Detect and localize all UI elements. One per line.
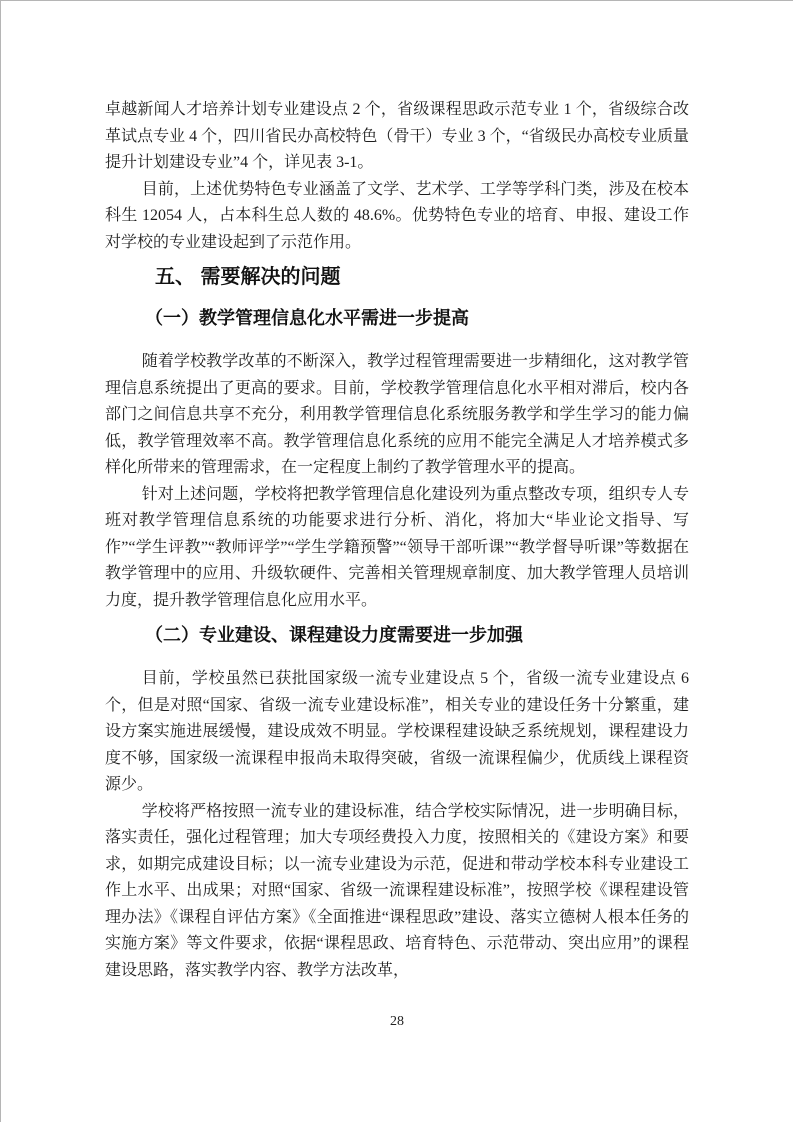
- subsection-heading-informatization: （一）教学管理信息化水平需进一步提高: [145, 308, 469, 328]
- paragraph-curriculum-issues: 目前，学校虽然已获批国家级一流专业建设点 5 个，省级一流专业建设点 6 个，但是对照“国家、省级一流专业建设标准”，相关专业的建设任务十分繁重，建设方案实施进展缓慢，建设成效不明显。学校课程建设缺乏系统规划，课程建设力度不够，国家级一流课程申报尚未取得突破，省级一流课程偏少，优质线上课程资源少。: [105, 670, 689, 793]
- page-content: [1, 1, 793, 984]
- paragraph-informatization-measures: 针对上述问题，学校将把教学管理信息化建设列为重点整改专项，组织专人专班对教学管理信息系统的功能要求进行分析、消化，将加大“毕业论文指导、写作”“学生评教”“教师评学”“学生学籍预警”“领导干部听课”“教学督导听课”等数据在教学管理中的应用、升级软硬件、完善相关管理规章制度、加大教学管理人员培训力度，提升教学管理信息化应用水平。: [105, 485, 689, 609]
- page-number: 28: [390, 1014, 404, 1029]
- paragraph-majors-coverage: 目前，上述优势特色专业涵盖了文学、艺术学、工学等学科门类，涉及在校本科生 12054 人，占本科生总人数的 48.6%。优势特色专业的培育、申报、建设工作对学校的专业建设起到了示范作用。: [105, 180, 689, 251]
- section-heading-problems: 五、 需要解决的问题: [155, 266, 341, 288]
- paragraph-curriculum-measures: 学校将严格按照一流专业的建设标准，结合学校实际情况，进一步明确目标，落实责任，强化过程管理；加大专项经费投入力度，按照相关的《建设方案》和要求，如期完成建设目标；以一流专业建设为示范，促进和带动学校本科专业建设工作上水平、出成果；对照“国家、省级一流课程建设标准”，按照学校《课程建设管理办法》《课程自评估方案》《全面推进“课程思政”建设、落实立德树人根本任务的实施方案》等文件要求，依据“课程思政、培育特色、示范带动、突出应用”的课程建设思路，落实教学内容、教学方法改革，: [105, 802, 689, 979]
- paragraph-featured-majors: 卓越新闻人才培养计划专业建设点 2 个，省级课程思政示范专业 1 个，省级综合改革试点专业 4 个，四川省民办高校特色（骨干）专业 3 个，“省级民办高校专业质量提升计划建设专业”4 个，详见表 3-1。: [105, 101, 689, 171]
- paragraph-informatization-issues: 随着学校教学改革的不断深入，教学过程管理需要进一步精细化，这对教学管理信息系统提出了更高的要求。目前，学校教学管理信息化水平相对滞后，校内各部门之间信息共享不充分，利用教学管理信息化系统服务教学和学生学习的能力偏低，教学管理效率不高。教学管理信息化系统的应用不能完全满足人才培养模式多样化所带来的管理需求，在一定程度上制约了教学管理水平的提高。: [105, 353, 689, 476]
- subsection-heading-curriculum: （二）专业建设、课程建设力度需要进一步加强: [145, 625, 523, 645]
